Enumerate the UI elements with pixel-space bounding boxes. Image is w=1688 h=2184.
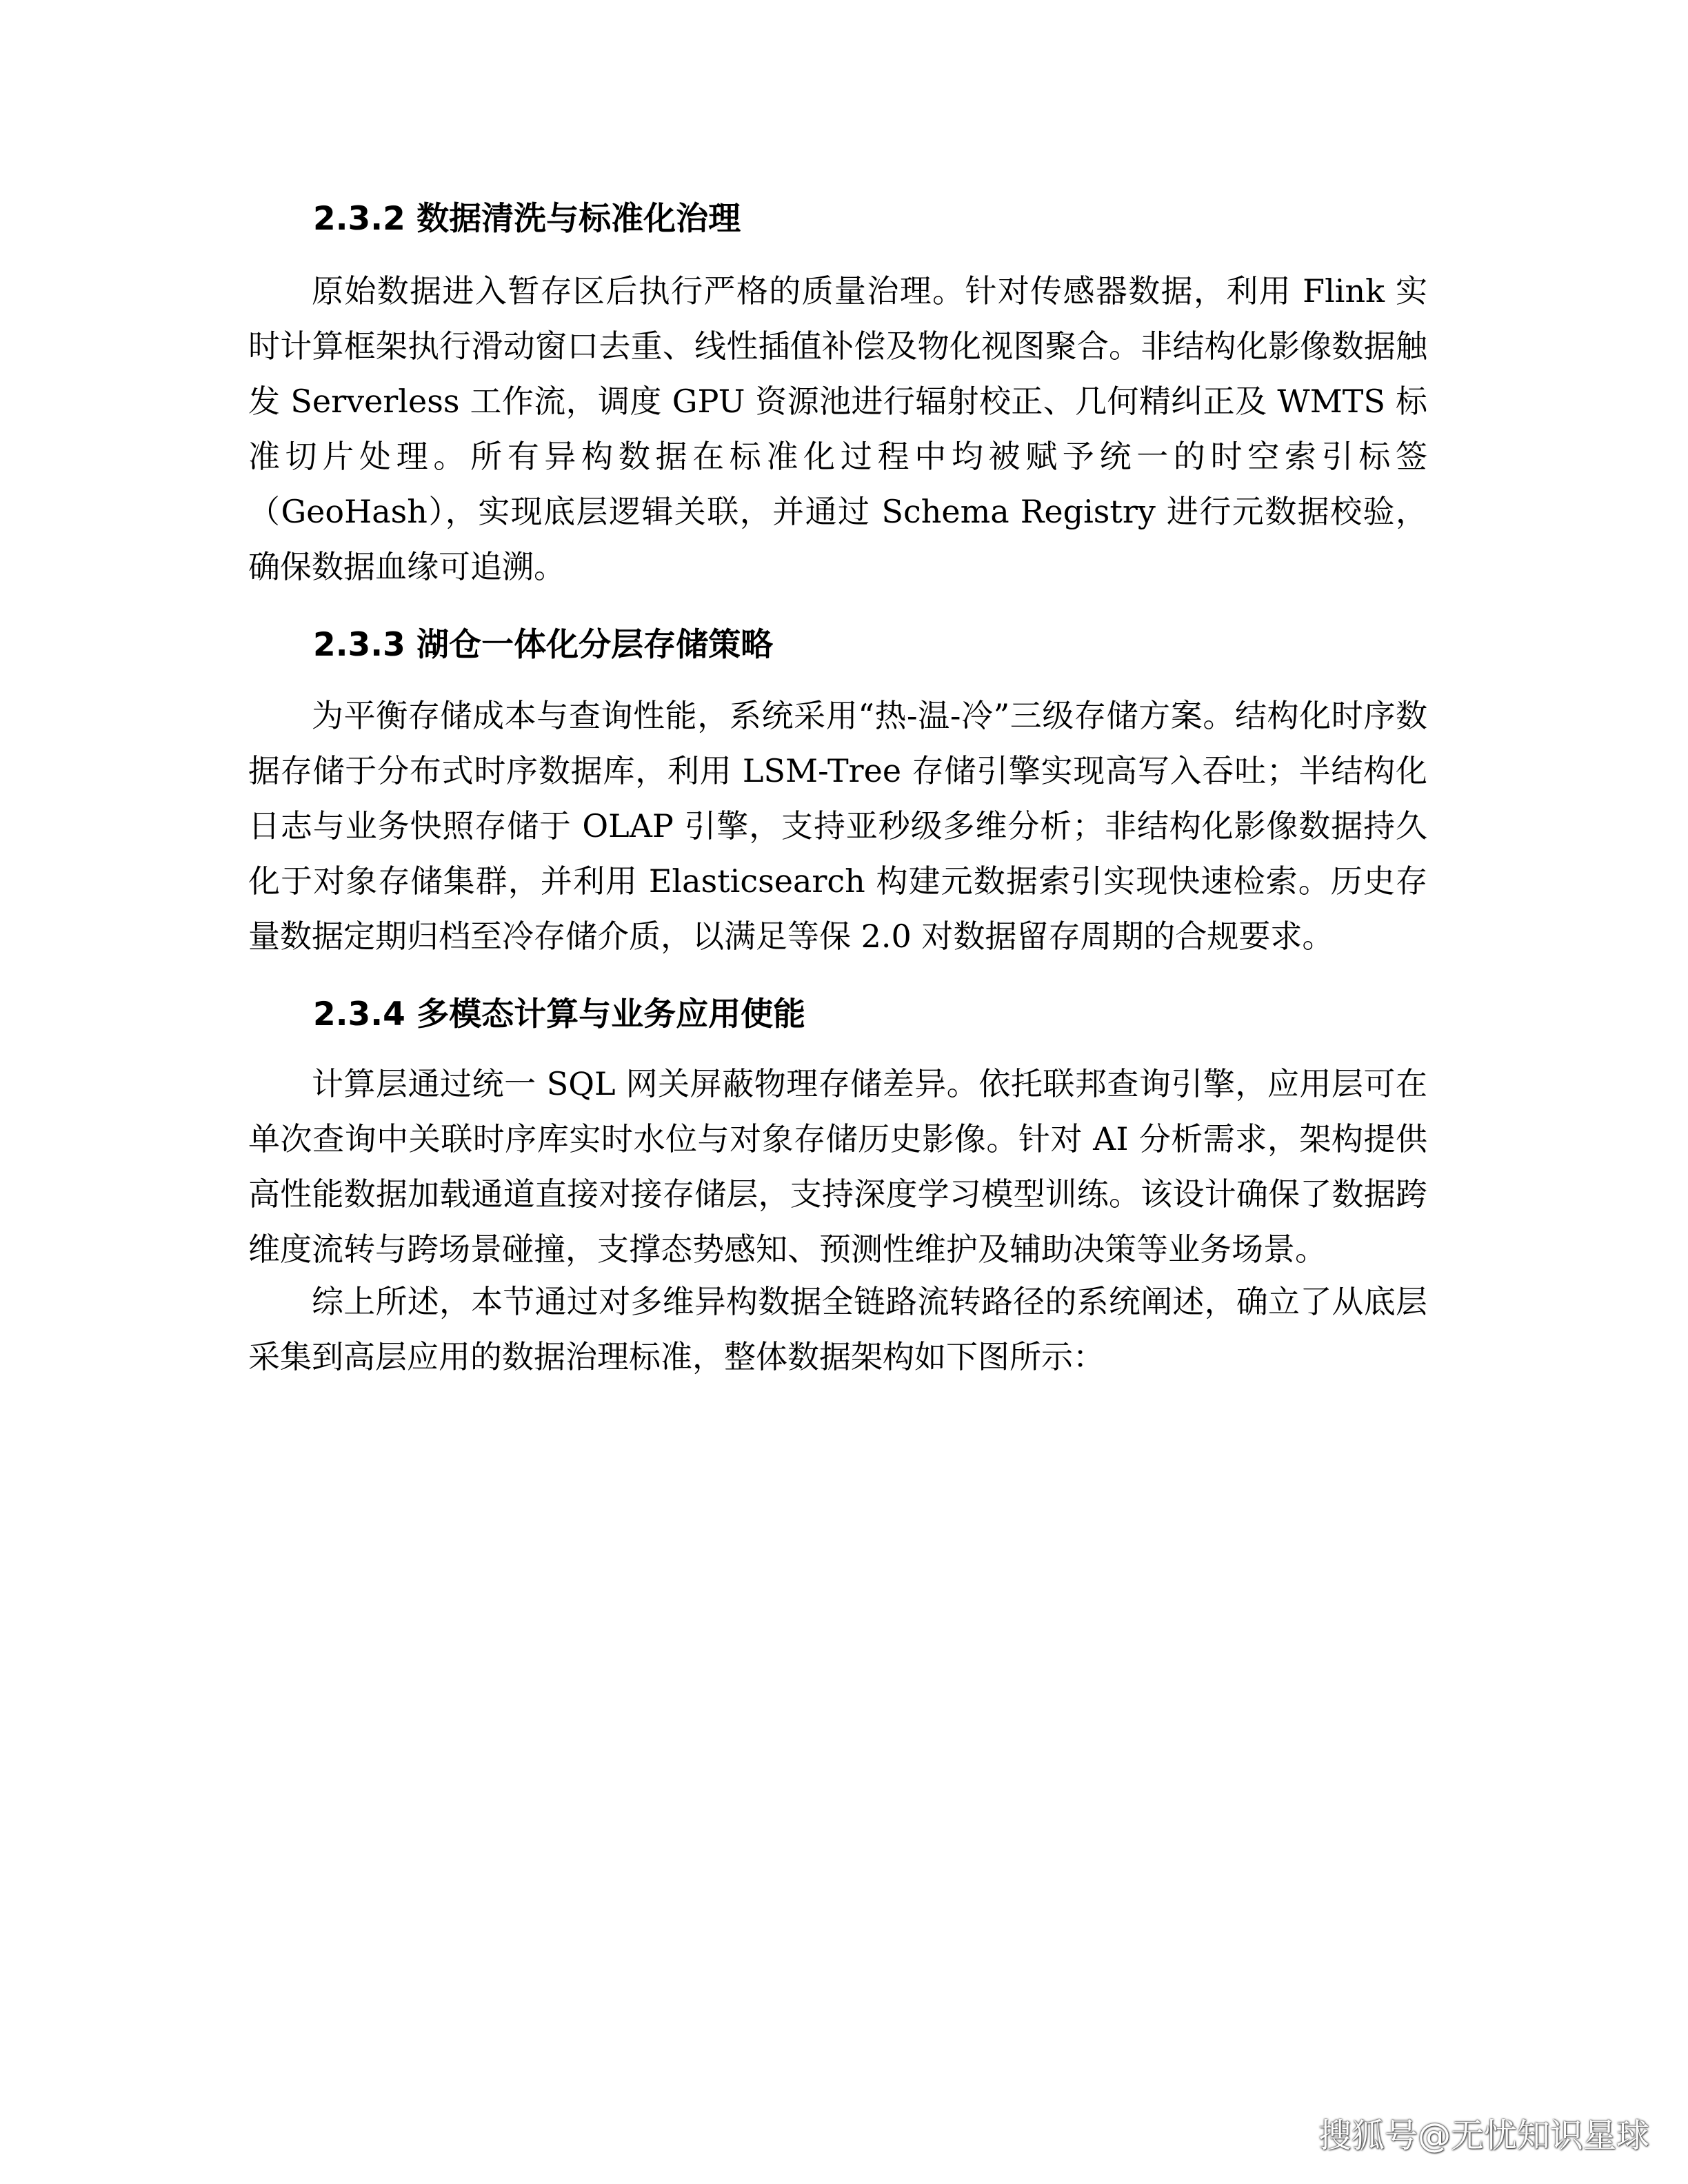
heading-2-3-2: 2.3.2 数据清洗与标准化治理: [313, 200, 741, 238]
section-summary: [248, 1274, 1427, 1384]
section-heading-2-3-3: [248, 625, 1427, 666]
section-body-2-3-2: [248, 263, 1427, 594]
paragraph-data-cleaning: 原始数据进入暂存区后执行严格的质量治理。针对传感器数据，利用 Flink 实时计算框架执行滑动窗口去重、线性插值补偿及物化视图聚合。非结构化影像数据触发 Serverless 工作流，调度 GPU 资源池进行辐射校正、几何精纠正及 WMTS 标准切片处理。所有异构数据在标准化过程中均被赋予统一的时空索引标签（GeoHash），实现底层逻辑关联，并通过 Schema Registry 进行元数据校验，确保数据血缘可追溯。: [248, 272, 1427, 585]
section-heading-2-3-4: [248, 994, 1427, 1035]
heading-2-3-4: 2.3.4 多模态计算与业务应用使能: [313, 995, 806, 1033]
heading-2-3-3: 2.3.3 湖仓一体化分层存储策略: [313, 626, 774, 664]
section-heading-2-3-2: [248, 199, 1427, 240]
watermark-text: 搜狐号@无忧知识星球: [1318, 2116, 1649, 2155]
paragraph-storage-strategy: 为平衡存储成本与查询性能，系统采用“热-温-冷”三级存储方案。结构化时序数据存储于分布式时序数据库，利用 LSM-Tree 存储引擎实现高写入吞吐；半结构化日志与业务快照存储于 OLAP 引擎，支持亚秒级多维分析；非结构化影像数据持久化于对象存储集群，并利用 Elasticsearch 构建元数据索引实现快速检索。历史存量数据定期归档至冷存储介质，以满足等保 2.0 对数据留存周期的合规要求。: [248, 697, 1427, 955]
section-body-2-3-4: [248, 1056, 1427, 1277]
paragraph-summary: 综上所述，本节通过对多维异构数据全链路流转路径的系统阐述，确立了从底层采集到高层应用的数据治理标准，整体数据架构如下图所示：: [248, 1283, 1427, 1375]
paragraph-multimodal-computing: 计算层通过统一 SQL 网关屏蔽物理存储差异。依托联邦查询引擎，应用层可在单次查询中关联时序库实时水位与对象存储历史影像。针对 AI 分析需求，架构提供高性能数据加载通道直接对接存储层，支持深度学习模型训练。该设计确保了数据跨维度流转与跨场景碰撞，支撑态势感知、预测性维护及辅助决策等业务场景。: [248, 1065, 1427, 1268]
section-body-2-3-3: [248, 688, 1427, 964]
